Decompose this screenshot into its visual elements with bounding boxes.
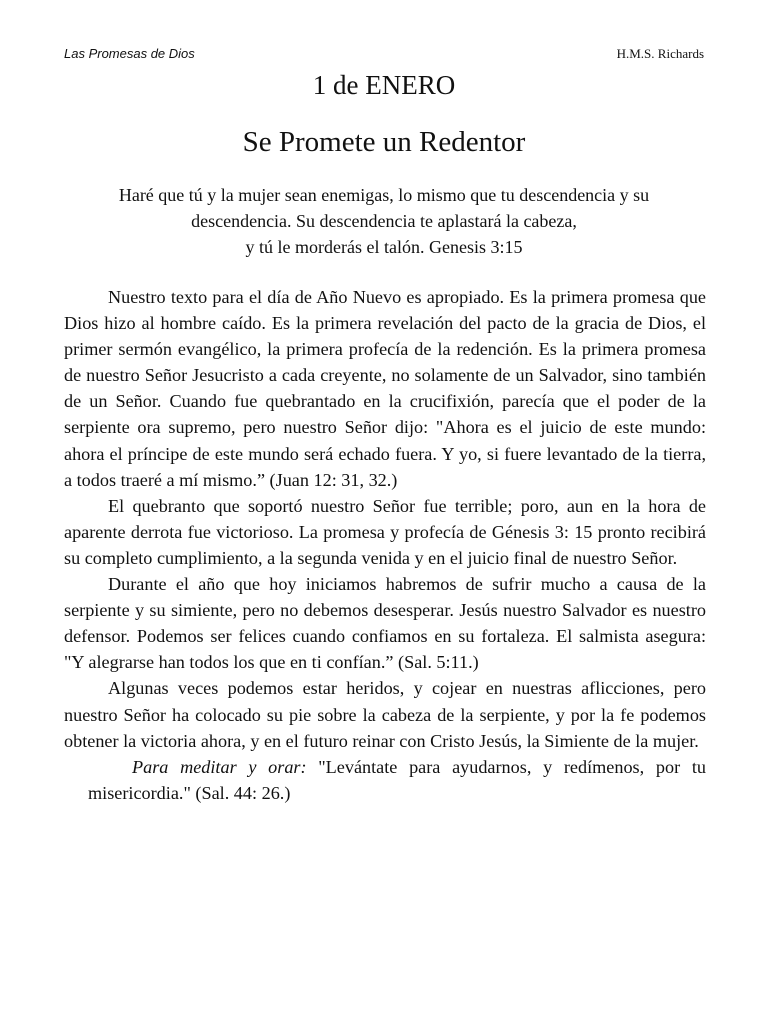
epigraph-line: descendencia. Su descendencia te aplastará la cabeza,: [191, 211, 577, 231]
body-text: [64, 284, 706, 806]
paragraph: Nuestro texto para el día de Año Nuevo es apropiado. Es la primera promesa que Dios hizo al hombre caído. Es la primera revelación del pacto de la gracia de Dios, el primer sermón evangélico, la primera profecía de la redención. Es la primera promesa de nuestro Señor Jesucristo a cada creyente, no solamente de un Salvador, sino también de un Señor. Cuando fue quebrantado en la crucifixión, parecía que el poder de la serpiente ora supremo, pero nuestro Señor dijo: "Ahora es el juicio de este mundo: ahora el príncipe de este mundo será echado fuera. Y yo, si fuere levantado de la tierra, a todos traeré a mí mismo.” (Juan 12: 31, 32.): [64, 287, 706, 490]
paragraph: Algunas veces podemos estar heridos, y cojear en nuestras aflicciones, pero nuestro Señor ha colocado su pie sobre la cabeza de la serpiente, y por la fe podemos obtener la victoria ahora, y en el futuro reinar con Cristo Jesús, la Simiente de la mujer.: [64, 678, 706, 751]
running-header: [64, 46, 704, 64]
epigraph-line: y tú le morderás el talón. Genesis 3:15: [245, 237, 523, 257]
author-name: H.M.S. Richards: [616, 46, 704, 61]
paragraph: Durante el año que hoy iniciamos habremos de sufrir mucho a causa de la serpiente y su simiente, pero no debemos desesperar. Jesús nuestro Salvador es nuestro defensor. Podemos ser felices cuando confiamos en su fortaleza. El salmista asegura: "Y alegrarse han todos los que en ti confían.” (Sal. 5:11.): [64, 574, 706, 673]
paragraph: El quebranto que soportó nuestro Señor fue terrible; poro, aun en la hora de aparente derrota fue victorioso. La promesa y profecía de Génesis 3: 15 pronto recibirá su completo cumplimiento, a la segunda venida y en el juicio final de nuestro Señor.: [64, 495, 706, 568]
epigraph-line: Haré que tú y la mujer sean enemigas, lo mismo que tu descendencia y su: [118, 185, 650, 205]
scripture-epigraph: [64, 182, 704, 260]
devotional-title: Se Promete un Redentor: [242, 126, 526, 158]
date-heading: 1 de ENERO: [312, 70, 456, 100]
meditation-prayer: [64, 754, 706, 806]
meditation-label: Para meditar y orar:: [132, 756, 307, 777]
book-title: Las Promesas de Dios: [64, 46, 195, 61]
meditation-text: "Levántate para ayudarnos, y redímenos, por tu misericordia." (Sal. 44: 26.): [88, 756, 706, 803]
